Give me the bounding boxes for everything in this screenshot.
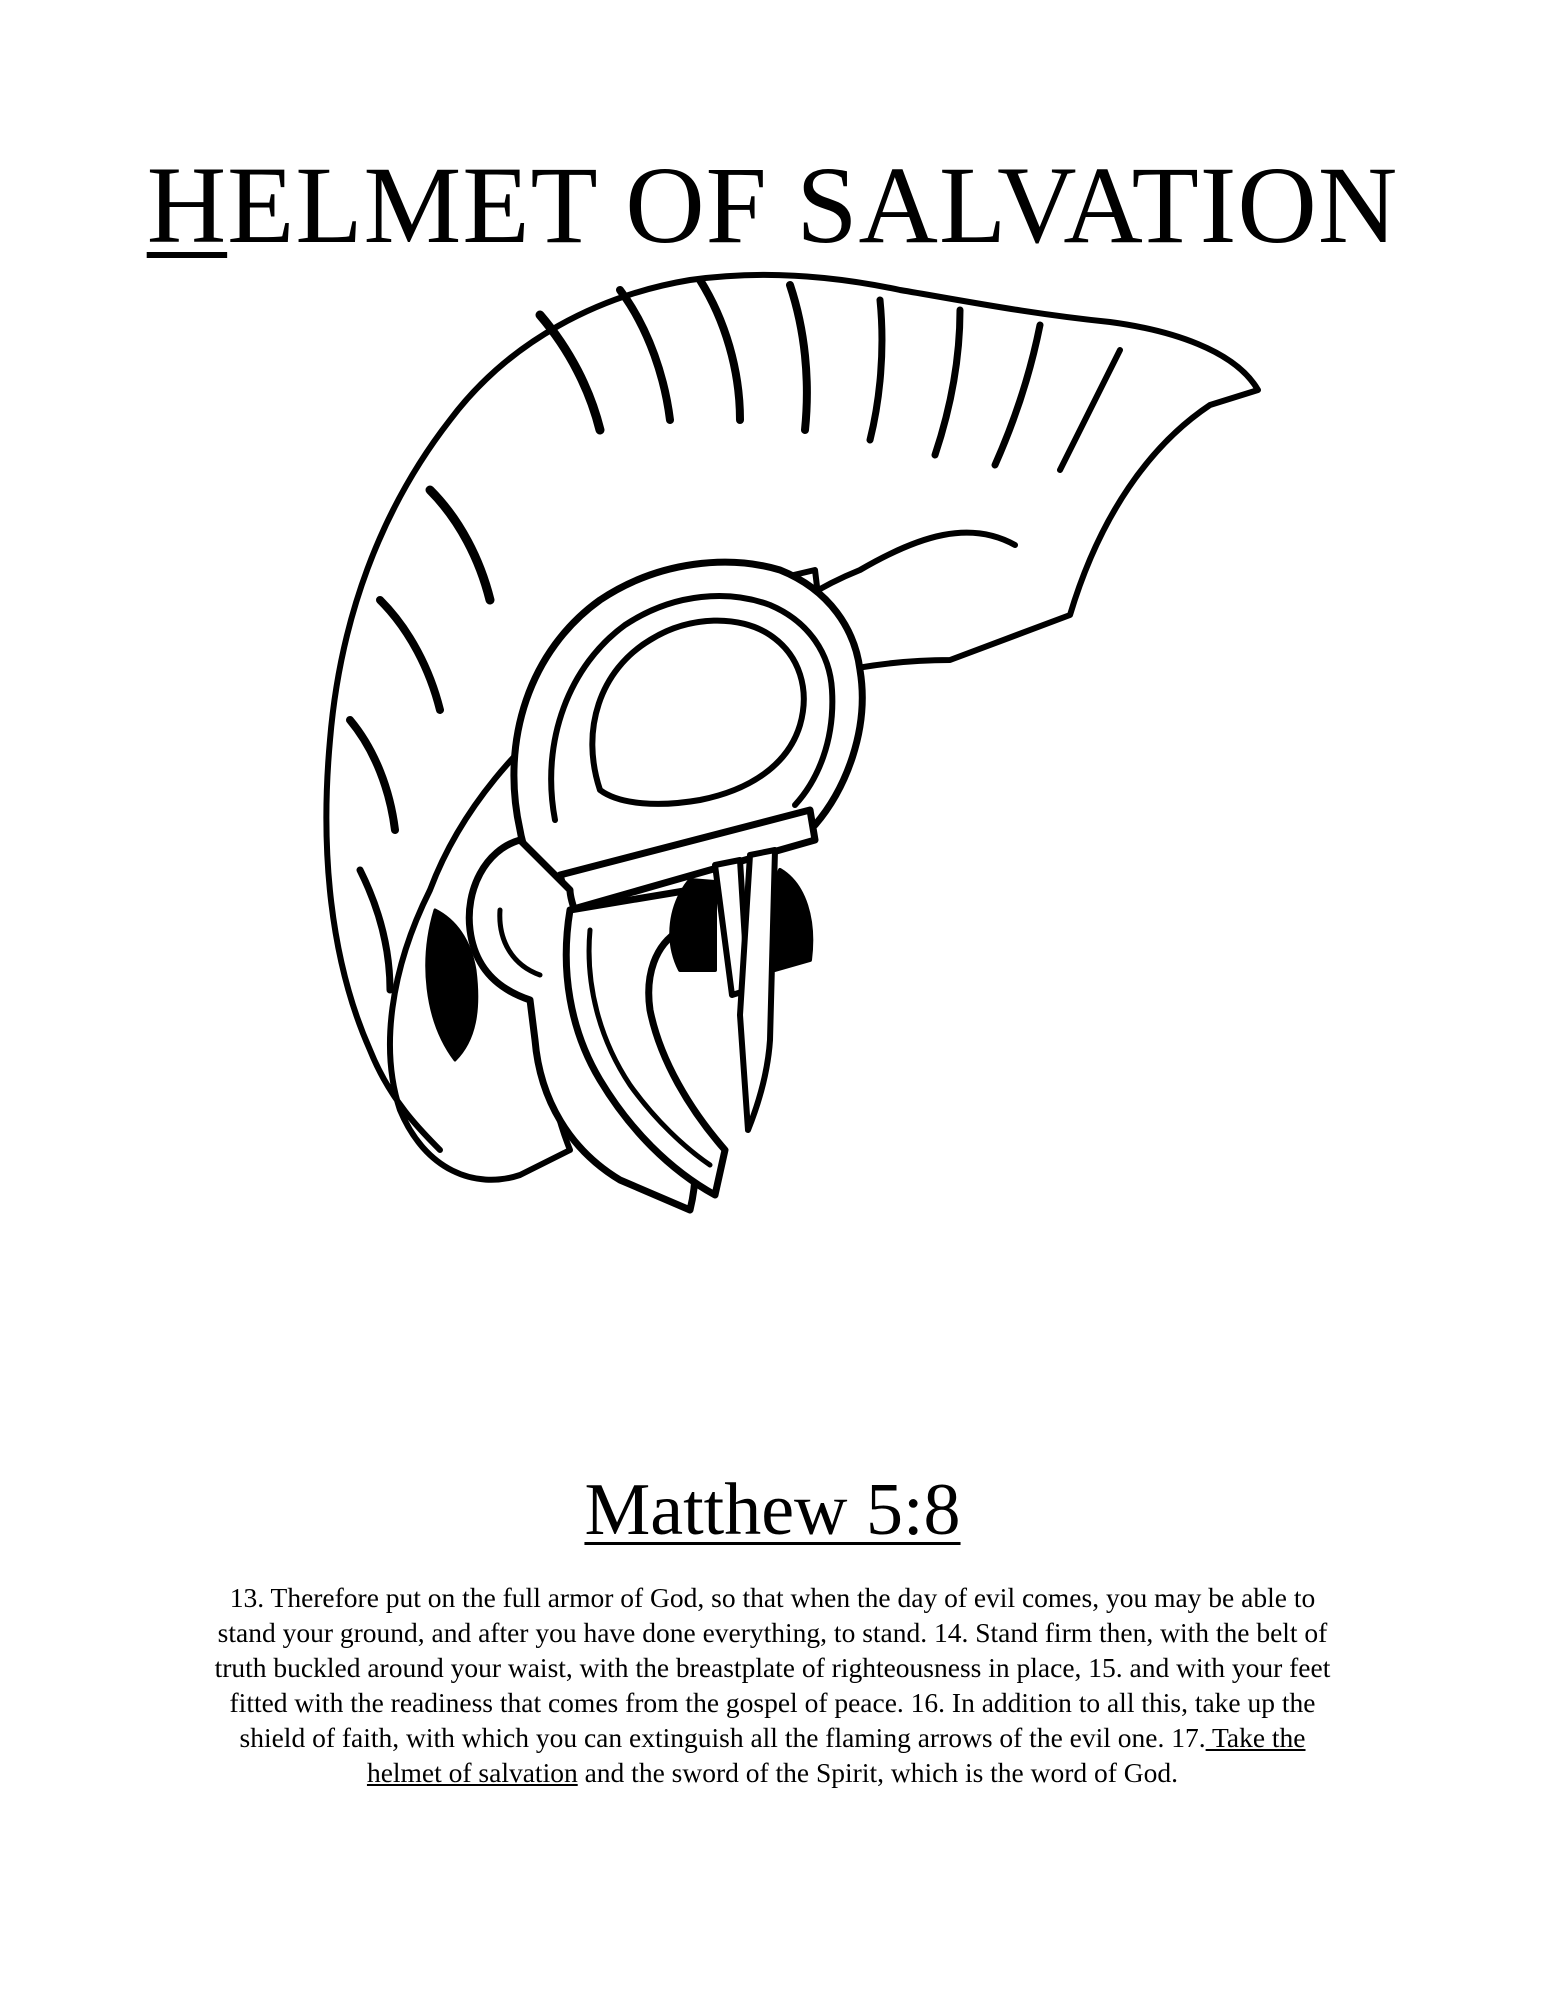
title-rest: ELMET OF SALVATION — [227, 144, 1399, 266]
title-first-letter: H — [146, 144, 228, 266]
scripture-passage — [210, 1580, 1335, 1790]
spartan-helmet-icon — [326, 275, 1258, 1210]
scripture-part-2: and the sword of the Spirit, which is the word of God. — [577, 1757, 1179, 1788]
page-title — [0, 140, 1545, 270]
scripture-highlight: Take the helmet of salvation — [366, 1722, 1306, 1788]
scripture-part-1: 13. Therefore put on the full armor of God, so that when the day of evil comes, you may be able to stand your ground, and after you have done everything, to stand. 14. Stand firm then, with the belt of truth buckled around your waist, with the breastplate of righteousness in place, 15. and with your feet fitted with the readiness that comes from the gospel of peace. 16. In addition to all this, take up the shield of faith, with which you can extinguish all the flaming arrows of the evil one. 17. — [214, 1582, 1331, 1753]
helmet-illustration — [270, 270, 1270, 1470]
scripture-reference — [0, 1465, 1545, 1555]
reference-text: Matthew 5:8 — [584, 1469, 961, 1551]
